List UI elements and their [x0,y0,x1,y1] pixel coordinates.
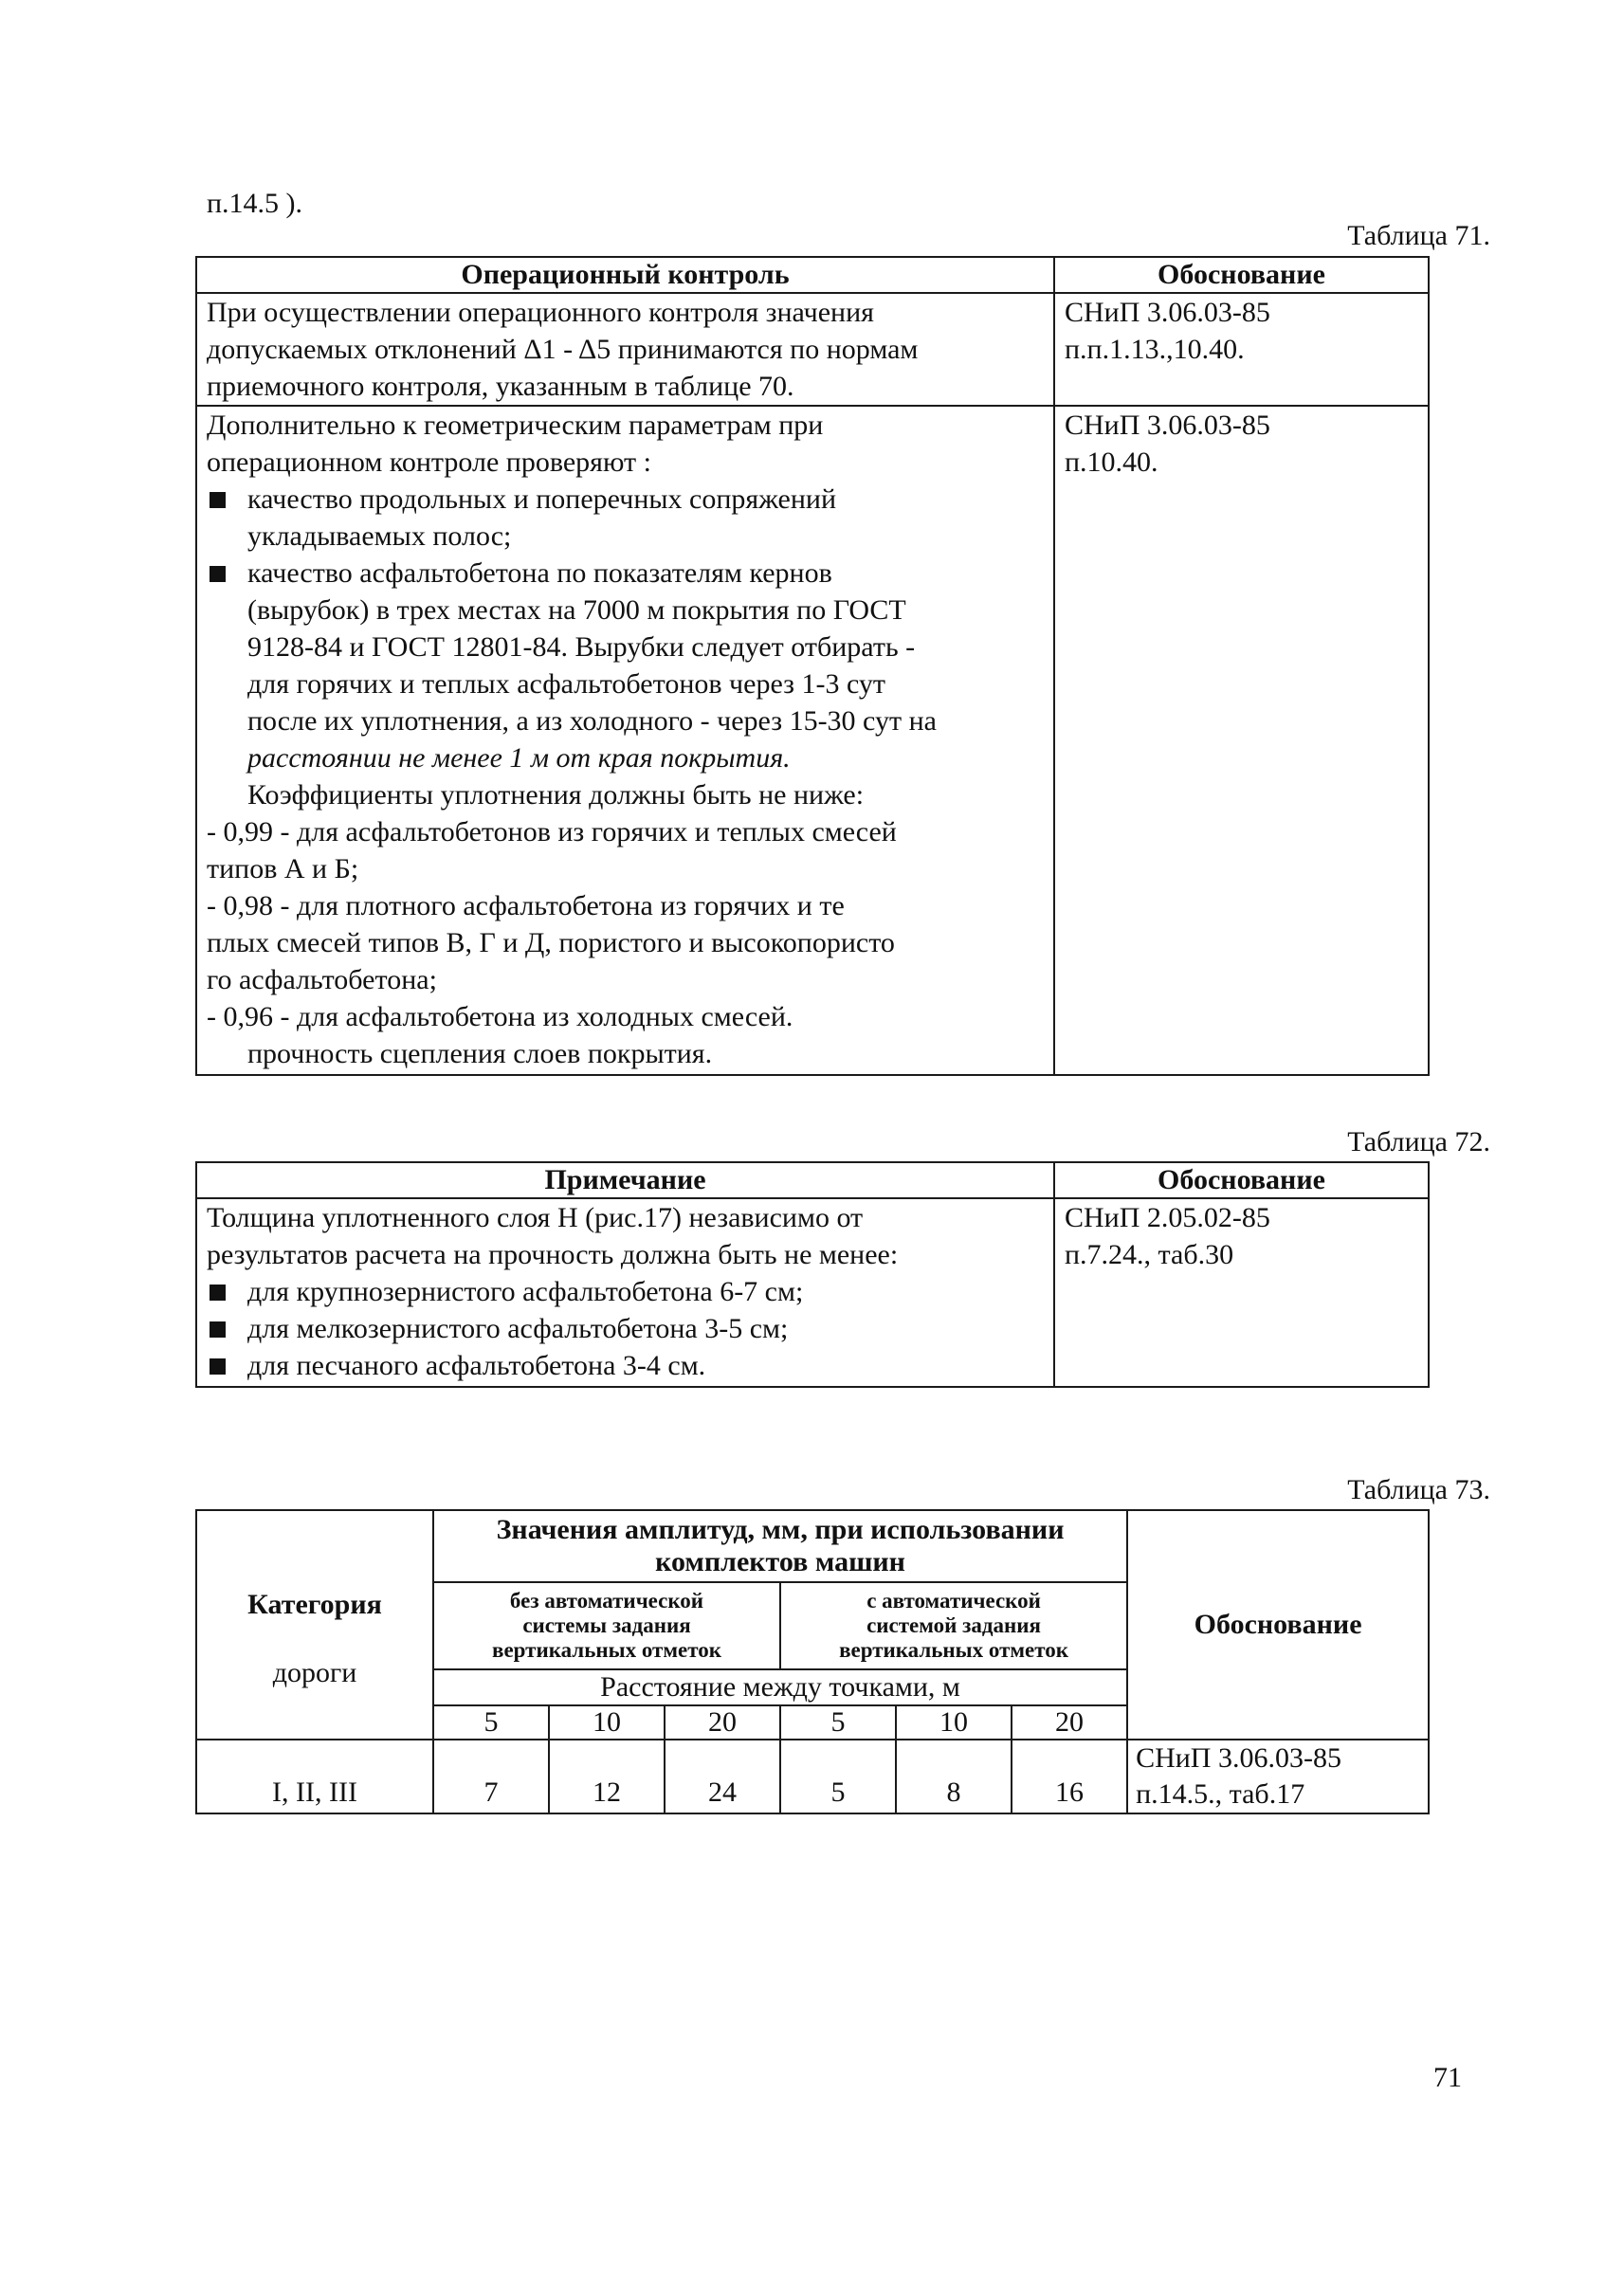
text-line: го асфальтобетона; [207,964,437,995]
text-line: комплектов машин [655,1546,905,1577]
top-reference: п.14.5 ). [207,188,303,219]
list-item [207,555,1044,592]
text-line: вертикальных отметок [492,1638,721,1662]
text-line: (вырубок) в трех местах на 7000 м покрытия по ГОСТ [247,594,906,626]
table73-header-row [196,1510,1429,1582]
table72-head-note: Примечание [196,1162,1054,1198]
table73-value-cell: 16 [1012,1740,1127,1813]
basis-line: п.10.40. [1065,446,1158,478]
bullet-square-icon [210,1358,226,1375]
basis-line: п.п.1.13.,10.40. [1065,334,1245,365]
table72-row [196,1198,1429,1387]
page-number: 71 [1433,2062,1462,2093]
table73-head-basis: Обоснование [1127,1510,1429,1740]
table73 [195,1509,1430,1814]
table72 [195,1161,1430,1388]
table73-head-category [196,1510,433,1740]
text-line: системы задания [522,1613,691,1637]
table71-caption: Таблица 71. [1347,220,1490,251]
table71-row1-text [196,293,1054,406]
table73-category-cell: I, II, III [196,1740,433,1813]
text-line: - 0,96 - для асфальтобетона из холодных смесей. [207,1001,793,1032]
text-line: операционном контроле проверяют : [207,446,651,478]
text-line: с автоматической [866,1589,1041,1613]
text-line: типов А и Б; [207,853,359,884]
table72-header-row [196,1162,1429,1198]
list-item-text: для мелкозернистого асфальтобетона 3-5 см; [247,1313,789,1344]
table71-row [196,406,1429,1075]
list-item-text: для песчаного асфальтобетона 3-4 см. [247,1350,706,1381]
text-line: расстоянии не менее 1 м от края покрытия. [247,742,791,774]
bullet-square-icon [210,566,226,582]
table73-data-row [196,1740,1429,1813]
text-line: без автоматической [509,1589,704,1613]
table73-value-cell: 5 [780,1740,896,1813]
table73-distance-cell: 5 [780,1705,896,1740]
basis-line: СНиП 2.05.02-85 [1065,1202,1270,1233]
bullet-square-icon [210,492,226,508]
list-item [207,1310,1044,1347]
table72-head-basis: Обоснование [1054,1162,1429,1198]
table72-caption: Таблица 72. [1347,1126,1490,1157]
table73-value-cell: 24 [665,1740,780,1813]
text-line: - 0,98 - для плотного асфальтобетона из горячих и те [207,890,845,921]
table73-head-without-auto [433,1582,780,1669]
table71-row2-basis [1054,406,1429,1075]
text-line: плых смесей типов В, Г и Д, пористого и высокопористо [207,927,895,958]
table72-text [196,1198,1054,1387]
text-line: прочность сцепления слоев покрытия. [247,1038,713,1069]
table71-row2-text [196,406,1054,1075]
table72-basis [1054,1198,1429,1387]
bullet-square-icon [210,1285,226,1301]
text-line: системой задания [866,1613,1041,1637]
text-line: допускаемых отклонений Δ1 - Δ5 принимаются по нормам [207,334,919,365]
list-item [207,481,1044,518]
table73-head-distance: Расстояние между точками, м [433,1669,1127,1705]
basis-line: СНиП 3.06.03-85 [1136,1742,1341,1774]
table73-basis-cell [1127,1740,1429,1813]
table73-distance-cell: 10 [549,1705,665,1740]
text-line: Дополнительно к геометрическим параметрам при [207,410,824,441]
list-item [207,1273,1044,1310]
list-item-text: качество продольных и поперечных сопряжений [247,483,837,515]
table71 [195,256,1430,1076]
text-line: вертикальных отметок [839,1638,1068,1662]
table73-distance-cell: 5 [433,1705,549,1740]
text-line: Коэффициенты уплотнения должны быть не ниже: [247,779,865,811]
list-item-text: качество асфальтобетона по показателям кернов [247,557,832,589]
text-line: результатов расчета на прочность должна быть не менее: [207,1239,899,1270]
table73-value-cell: 7 [433,1740,549,1813]
text-line: Категория [247,1589,382,1620]
text-line: - 0,99 - для асфальтобетонов из горячих и теплых смесей [207,816,897,847]
table73-distance-cell: 20 [1012,1705,1127,1740]
text-line: укладываемых полос; [247,520,512,552]
basis-line: СНиП 3.06.03-85 [1065,297,1270,328]
text-line: Значения амплитуд, мм, при использовании [496,1514,1065,1545]
table71-row [196,293,1429,406]
basis-line: СНиП 3.06.03-85 [1065,410,1270,441]
table73-distance-cell: 20 [665,1705,780,1740]
table73-value-cell: 8 [896,1740,1012,1813]
table71-head-control: Операционный контроль [196,257,1054,293]
text-line: 9128-84 и ГОСТ 12801-84. Вырубки следует отбирать - [247,631,916,663]
text-line: Толщина уплотненного слоя H (рис.17) независимо от [207,1202,864,1233]
bullet-square-icon [210,1321,226,1338]
text-line: дороги [272,1657,357,1688]
basis-line: п.14.5., таб.17 [1136,1778,1305,1810]
table73-head-with-auto [780,1582,1127,1669]
list-item [207,1347,1044,1384]
basis-line: п.7.24., таб.30 [1065,1239,1234,1270]
table73-distance-cell: 10 [896,1705,1012,1740]
text-line: для горячих и теплых асфальтобетонов через 1-3 сут [247,668,886,700]
text-line: после их уплотнения, а из холодного - через 15-30 сут на [247,705,937,737]
table73-head-amplitude [433,1510,1127,1582]
table73-value-cell: 12 [549,1740,665,1813]
text-line: приемочного контроля, указанным в таблице 70. [207,371,794,402]
text-line: При осуществлении операционного контроля значения [207,297,874,328]
table71-head-basis: Обоснование [1054,257,1429,293]
list-item-text: для крупнозернистого асфальтобетона 6-7 см; [247,1276,804,1307]
table71-row1-basis [1054,293,1429,406]
table73-caption: Таблица 73. [1347,1474,1490,1505]
table71-header-row [196,257,1429,293]
